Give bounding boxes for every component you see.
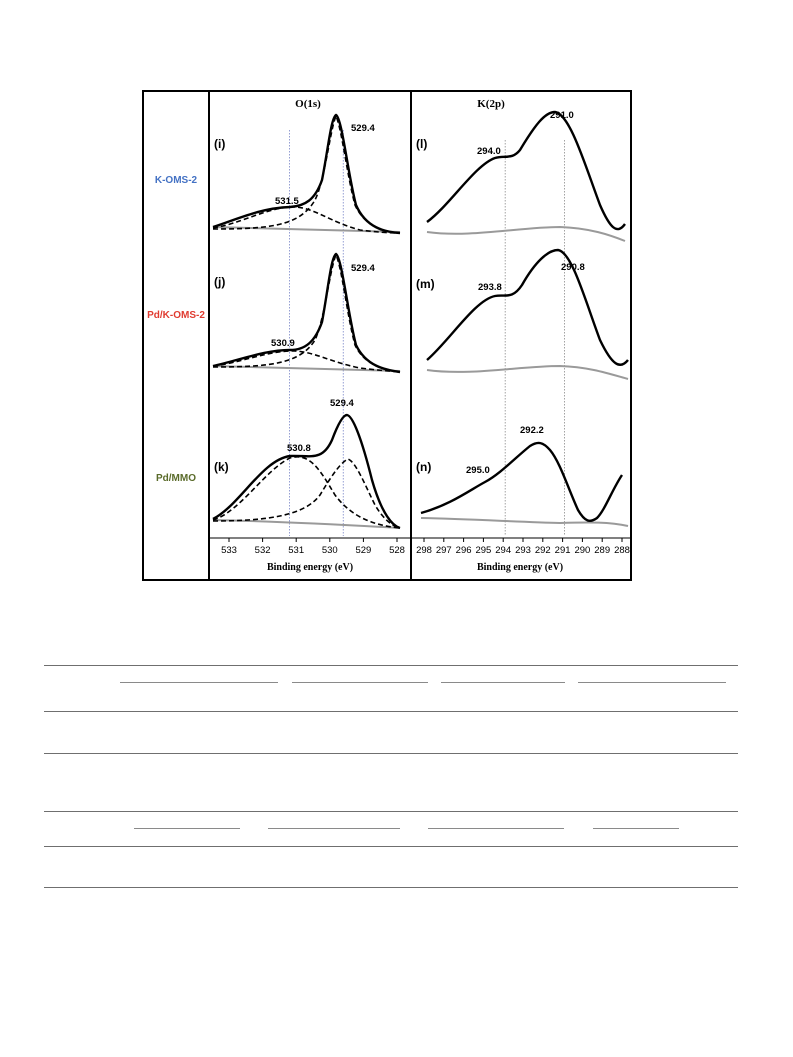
table1-bottom-rule [44,753,738,754]
o1s-x-tick-label-530: 530 [321,545,338,556]
table1-group-rule-2 [292,682,428,683]
k2p-x-tick-label-295: 295 [475,545,492,556]
table1-group-rule-3 [441,682,565,683]
annotation-o1s-k-529: 529.4 [330,398,354,409]
table2-top-rule [44,811,738,812]
table2-group-rule-1 [134,828,240,829]
table2-group-rule-2 [268,828,400,829]
annotation-o1s-j-530: 530.9 [271,338,295,349]
panel-label-n: (n) [416,460,432,474]
annotation-k2p-l-294: 294.0 [477,146,501,157]
k2p-x-tick-label-288: 288 [614,545,630,556]
table1-group-rule-4 [578,682,726,683]
panel-label-m: (m) [416,277,435,291]
k2p-x-tick-label-289: 289 [594,545,611,556]
k2p-x-tick-label-292: 292 [534,545,551,556]
o1s-x-tick-label-528: 528 [389,545,405,556]
annotation-o1s-j-529: 529.4 [351,263,375,274]
table2-header-rule [44,846,738,847]
annotation-k2p-l-291: 291.0 [550,110,574,121]
panel-label-l: (l) [416,137,428,151]
k2p-x-tick-label-297: 297 [435,545,452,556]
sample-label-pd-k-oms-2: Pd/K-OMS-2 [147,310,205,321]
o1s-x-tick-label-533: 533 [221,545,237,556]
annotation-k2p-n-292: 292.2 [520,425,544,436]
table2-group-rule-3 [428,828,564,829]
k2p-x-tick-label-296: 296 [455,545,472,556]
k2p-x-tick-label-294: 294 [495,545,512,556]
table2-bottom-rule [44,887,738,888]
annotation-o1s-i-531: 531.5 [275,196,299,207]
sample-label-pd-mmo: Pd/MMO [156,473,196,484]
k2p-title: K(2p) [477,98,505,110]
table1-header-rule [44,711,738,712]
annotation-o1s-k-530: 530.8 [287,443,311,454]
o1s-x-tick-label-532: 532 [254,545,271,556]
annotation-k2p-m-290: 290.8 [561,262,585,273]
o1s-x-tick-label-531: 531 [288,545,305,556]
panel-label-i: (i) [214,137,226,151]
table1-group-rule-1 [120,682,278,683]
k2p-x-tick-label-290: 290 [574,545,591,556]
table1-top-rule [44,665,738,666]
k2p-x-tick-label-293: 293 [515,545,531,556]
table2-group-rule-4 [593,828,679,829]
sample-label-k-oms-2: K-OMS-2 [154,175,198,186]
panel-label-k: (k) [214,460,229,474]
annotation-o1s-i-529: 529.4 [351,123,375,134]
o1s-title: O(1s) [295,98,321,110]
annotation-k2p-m-293: 293.8 [478,282,502,293]
k2p-x-axis-label: Binding energy (eV) [476,562,564,573]
o1s-x-tick-label-529: 529 [355,545,372,556]
panel-label-j: (j) [214,275,226,289]
k2p-x-tick-label-291: 291 [554,545,571,556]
k2p-x-tick-label-298: 298 [416,545,432,556]
o1s-x-axis-label: Binding energy (eV) [266,562,354,573]
annotation-k2p-n-295: 295.0 [466,465,490,476]
